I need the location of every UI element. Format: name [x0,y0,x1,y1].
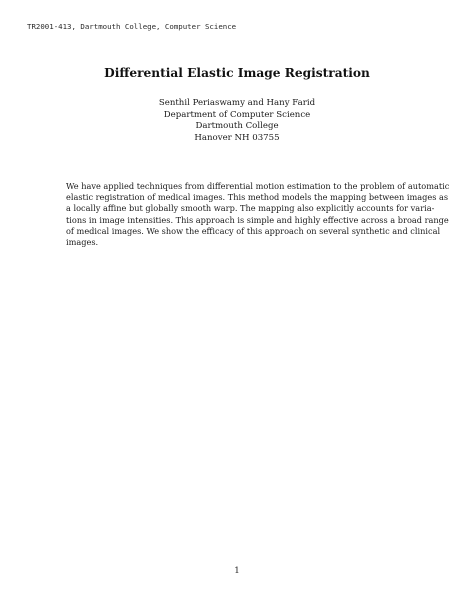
page-number: 1 [234,566,240,576]
author-department: Department of Computer Science [163,109,311,120]
author-institution: Dartmouth College [195,121,279,132]
abstract-line: We have applied techniques from differential motion estimation to the problem of automatic [66,181,450,191]
abstract-line: a locally affine but globally smooth warp. The mapping also explicitly accounts for varia- [66,203,435,214]
author-block [0,98,474,144]
technical-report-header: TR2001-413, Dartmouth College, Computer Science [27,22,237,31]
abstract-line: tions in image intensities. This approach is simple and highly effective across a broad range [66,214,449,225]
author-location: Hanover NH 03755 [194,132,280,143]
abstract-line: of medical images. We show the efficacy of this approach on several synthetic and clinical [66,225,441,236]
author-names: Senthil Periaswamy and Hany Farid [158,98,316,108]
abstract-line: images. [66,237,99,248]
paper-title: Differential Elastic Image Registration [104,66,370,80]
abstract [66,181,450,248]
abstract-line: elastic registration of medical images. This method models the mapping between images as [66,192,449,203]
